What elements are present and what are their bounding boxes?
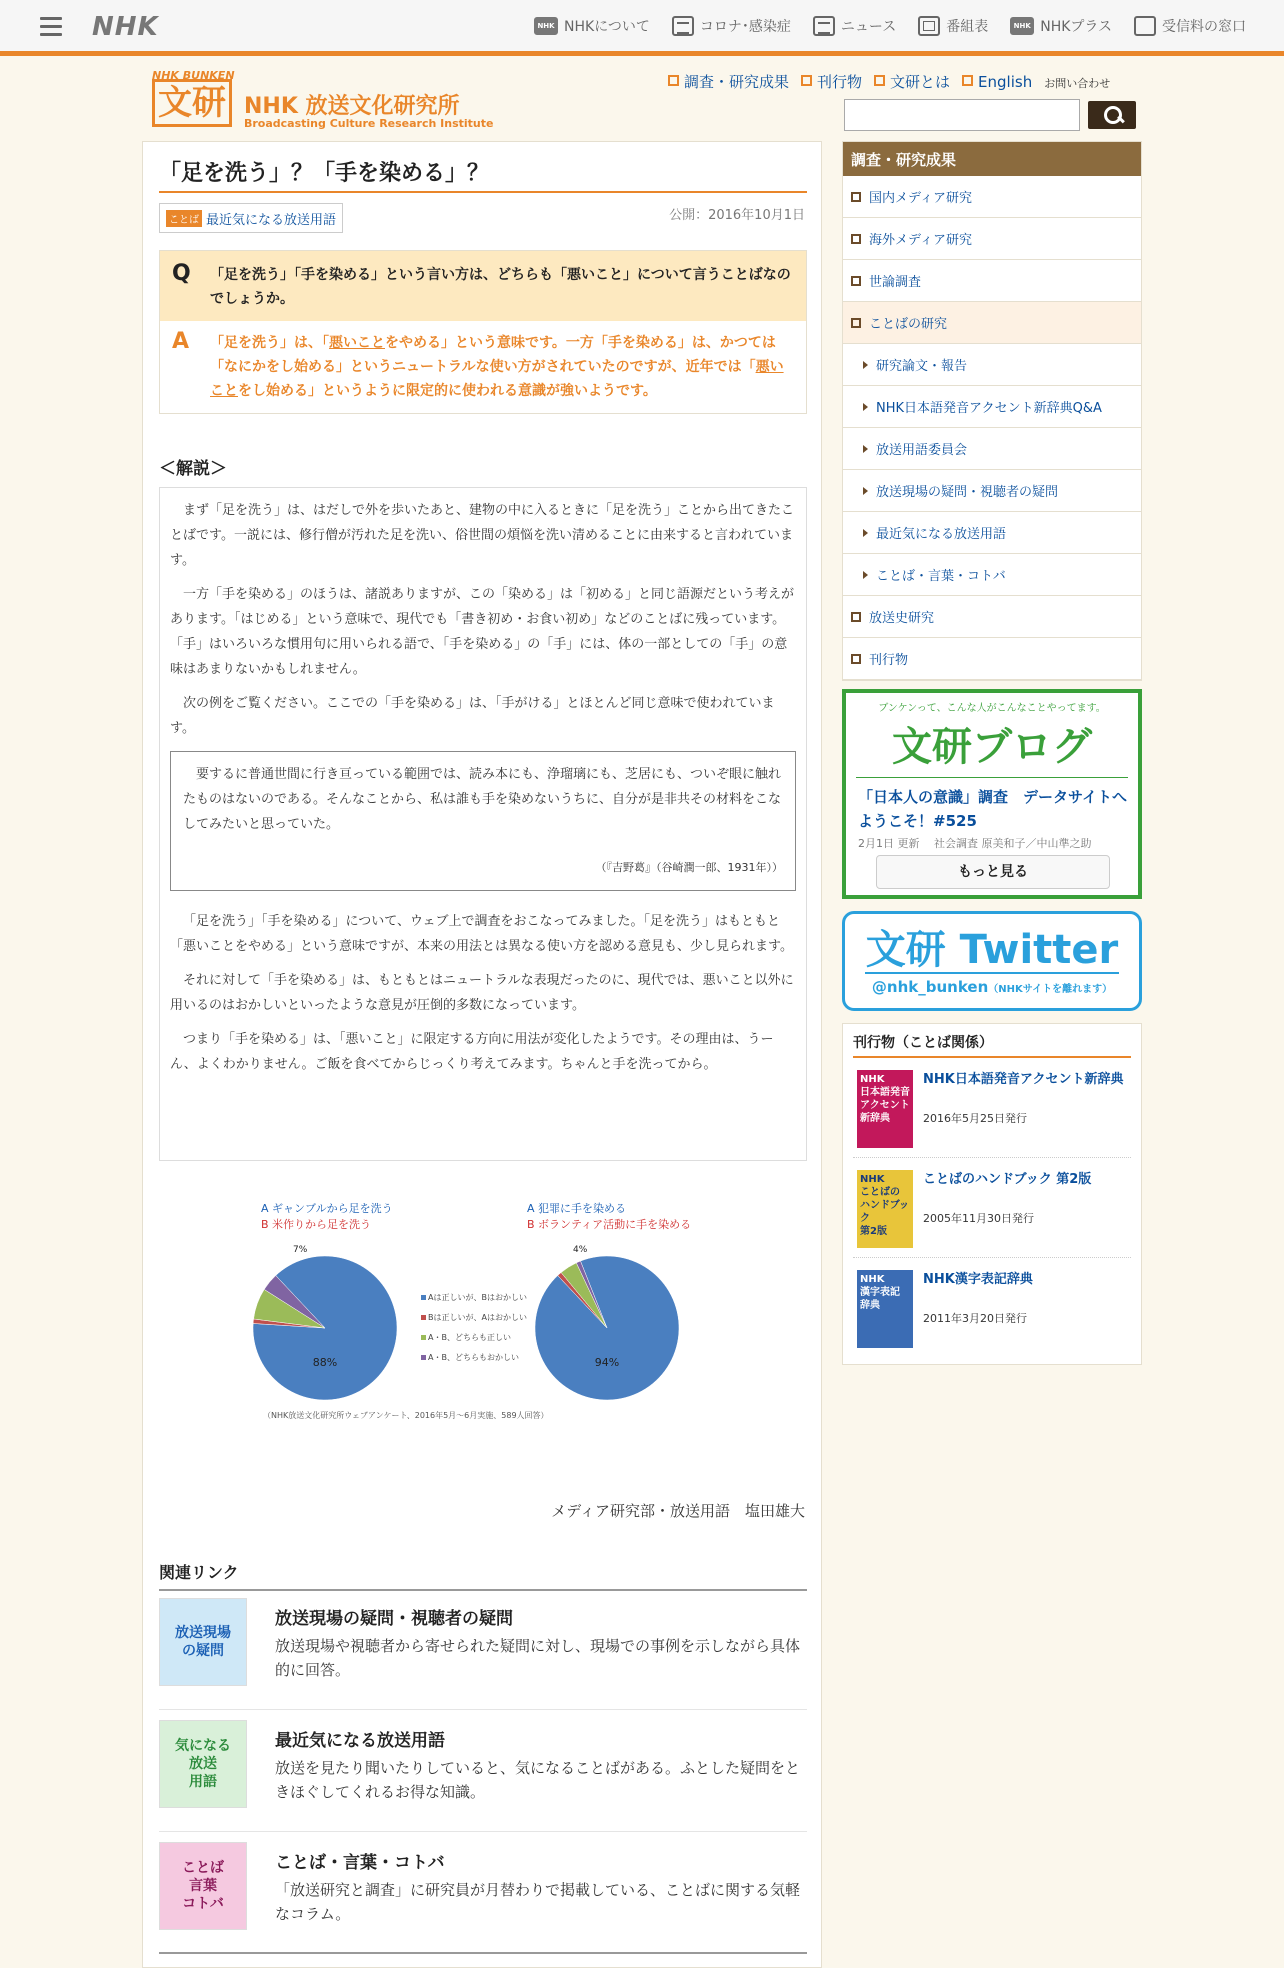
publications-heading: 刊行物（ことば関係） bbox=[853, 1032, 1131, 1058]
sidebar-item[interactable]: 研究論文・報告 bbox=[843, 344, 1141, 386]
related-thumb: 放送現場 の疑問 bbox=[159, 1598, 247, 1686]
answer-part: をし始める」というように限定的に使われる意識が強いようです。 bbox=[238, 383, 657, 399]
legend-swatch bbox=[421, 1315, 426, 1320]
nav-english[interactable]: English bbox=[962, 73, 1032, 91]
legend-label: A・B、どちらも正しい bbox=[428, 1333, 511, 1342]
related-heading: 関連リンク bbox=[159, 1560, 807, 1591]
publication-date: 2005年11月30日発行 bbox=[923, 1212, 1034, 1225]
publication-title[interactable]: NHK漢字表記辞典 bbox=[923, 1272, 1033, 1287]
logo-bunken-text: NHK BUNKEN bbox=[152, 69, 235, 82]
top-nav-about[interactable] bbox=[534, 16, 650, 36]
top-nav-news[interactable] bbox=[813, 16, 896, 36]
twitter-handle bbox=[845, 978, 1139, 996]
top-nav-corona[interactable] bbox=[672, 16, 791, 36]
legend-label: Bは正しいが、Aはおかしい bbox=[428, 1313, 527, 1322]
pie-label: 4% bbox=[573, 1245, 588, 1255]
twitter-divider bbox=[865, 972, 1119, 974]
chart2-item-b: B ボランティア活動に手を染める bbox=[527, 1218, 692, 1231]
virus-doc-icon bbox=[672, 16, 694, 36]
top-nav-label: 番組表 bbox=[946, 19, 989, 35]
publication-title[interactable]: ことばのハンドブック 第2版 bbox=[923, 1172, 1092, 1187]
paragraph: 一方「手を染める」のほうは、諸説ありますが、この「染める」は「初める」と同じ語源だという考えがあります。「はじめる」という意味で、現代でも「書き初め・お食い初め」などのことばに残っています。「手」はいろいろな慣用句に用いられる語で、「手を染める」の「手」には、体の一部としての「手」の意味はあまりないかもしれません。 bbox=[170, 587, 795, 677]
twitter-handle-text: @nhk_bunken bbox=[871, 978, 989, 996]
top-nav-label: NHKプラス bbox=[1040, 19, 1112, 35]
nhk-logo[interactable]: NHK bbox=[92, 12, 159, 42]
legend-label: Aは正しいが、Bはおかしい bbox=[428, 1293, 527, 1302]
answer-underline: 悪いこと bbox=[329, 335, 385, 351]
article-body bbox=[159, 487, 807, 1161]
related-desc: 放送現場や視聴者から寄せられた疑問に対し、現場での事例を示しながら具体的に回答。 bbox=[275, 1637, 801, 1679]
a-mark: A bbox=[172, 329, 190, 354]
search-input[interactable] bbox=[844, 99, 1080, 131]
main-content bbox=[142, 141, 822, 1968]
legend-swatch bbox=[421, 1355, 426, 1360]
related-thumb: 気になる 放送 用語 bbox=[159, 1720, 247, 1808]
publication-item[interactable] bbox=[853, 1058, 1131, 1158]
q-mark: Q bbox=[172, 261, 191, 286]
legend-swatch bbox=[421, 1335, 426, 1340]
blog-logo: 文研ブログ bbox=[892, 724, 1092, 770]
blog-more-button[interactable]: もっと見る bbox=[876, 855, 1110, 889]
sidebar-item[interactable]: 世論調査 bbox=[843, 260, 1141, 302]
publications-box bbox=[842, 1023, 1142, 1365]
nav-research[interactable]: 調査・研究成果 bbox=[668, 71, 789, 92]
top-nav-plus[interactable] bbox=[1010, 16, 1112, 36]
sidebar bbox=[842, 141, 1142, 1325]
publication-cover: NHK 漢字表記 辞典 bbox=[857, 1270, 913, 1348]
nhk-plus-icon: NHK bbox=[1010, 17, 1034, 35]
sidebar-item[interactable]: 放送現場の疑問・視聴者の疑問 bbox=[843, 470, 1141, 512]
quote-box bbox=[170, 751, 796, 891]
grid-icon bbox=[918, 16, 940, 36]
blog-post-title[interactable]: 「日本人の意識」調査 データサイトへようこそ！#525 bbox=[858, 788, 1127, 830]
blog-tagline: ブンケンって、こんな人がこんなことやってます。 bbox=[878, 703, 1106, 714]
pie-label: 94% bbox=[594, 1356, 620, 1369]
publication-item[interactable] bbox=[853, 1258, 1131, 1358]
logo-kanji: 文研 bbox=[152, 79, 232, 127]
related-title[interactable]: 放送現場の疑問・視聴者の疑問 bbox=[275, 1609, 513, 1629]
site-header bbox=[0, 61, 1284, 141]
top-nav-label: NHKについて bbox=[564, 19, 650, 35]
paragraph: それに対して「手を染める」は、もともとはニュートラルな表現だったのに、現代では、悪いこと以外に用いるのはおかしいといったような意見が圧倒的多数になっています。 bbox=[170, 973, 794, 1013]
pie-label: 88% bbox=[312, 1356, 338, 1369]
question-box bbox=[160, 251, 806, 321]
top-bar bbox=[0, 0, 1284, 56]
publication-cover: NHK ことばの ハンドブック 第2版 bbox=[857, 1170, 913, 1248]
blog-divider bbox=[856, 777, 1128, 778]
chart1-item-b: B 米作りから足を洗う bbox=[261, 1218, 372, 1231]
sidebar-heading: 調査・研究成果 bbox=[843, 142, 1141, 176]
search-icon[interactable] bbox=[1088, 101, 1136, 129]
top-nav-label: コロナ･感染症 bbox=[699, 19, 791, 35]
answer-part: 「足を洗う」は、「 bbox=[210, 335, 329, 351]
quote-text: 要するに普通世間に行き亘っている範囲では、読み本にも、浄瑠璃にも、芝居にも、ついぞ眼に触れたものはないのである。そんなことから、私は誰も手を染めないうちに、自分が是非共その材料をこなしてみたいと思っていた。 bbox=[183, 767, 782, 832]
chart2-item-a: A 犯罪に手を染める bbox=[527, 1202, 627, 1215]
sidebar-item[interactable]: 国内メディア研究 bbox=[843, 176, 1141, 218]
nav-contact[interactable]: お問い合わせ bbox=[1044, 77, 1111, 90]
sidebar-item[interactable]: ことばの研究 bbox=[843, 302, 1141, 344]
publication-date: 2016年5月25日発行 bbox=[923, 1112, 1027, 1125]
paragraph: まず「足を洗う」は、はだしで外を歩いたあと、建物の中に入るときに「足を洗う」ことから出てきたことばです。一説には、修行僧が汚れた足を洗い、俗世間の煩悩を洗い清めることに由来すると言われています。 bbox=[170, 503, 795, 568]
related-desc: 放送を見たり聞いたりしていると、気になることばがある。ふとした疑問をときほぐしてくれるお得な知識。 bbox=[275, 1759, 801, 1801]
paragraph: 「足を洗う」「手を染める」について、ウェブ上で調査をおこなってみました。「足を洗う」はもともと「悪いことをやめる」という意味ですが、本来の用法とは異なる使い方を認める意見も、少し見られます。 bbox=[170, 914, 793, 954]
publish-date: 公開：2016年10月1日 bbox=[669, 208, 805, 223]
publication-date: 2011年3月20日発行 bbox=[923, 1312, 1027, 1325]
header-nav bbox=[668, 71, 1110, 92]
sidebar-item[interactable]: 最近気になる放送用語 bbox=[843, 512, 1141, 554]
blog-banner[interactable] bbox=[842, 689, 1142, 899]
logo-name: NHK 放送文化研究所 bbox=[244, 94, 460, 119]
top-nav-label: 受信料の窓口 bbox=[1162, 19, 1246, 35]
nhk-box-icon: NHK bbox=[534, 17, 558, 35]
related-title[interactable]: ことば・言葉・コトバ bbox=[275, 1853, 445, 1873]
related-thumb: ことば 言葉 コトバ bbox=[159, 1842, 247, 1930]
sidebar-item[interactable]: ことば・言葉・コトバ bbox=[843, 554, 1141, 596]
news-icon bbox=[813, 16, 835, 36]
quote-source: （『吉野葛』（谷崎潤一郎、1931年）） bbox=[595, 861, 783, 874]
page-title: 「足を洗う」？「手を染める」？ bbox=[159, 156, 807, 193]
logo-en: Broadcasting Culture Research Institute bbox=[244, 117, 494, 130]
answer-part: をやめる」という意味です。一方「手を染める」は、かつては「なにかをし始める」というニュートラルな使い方がされていたのですが、近年では「 bbox=[210, 335, 776, 375]
legend-label: A・B、どちらもおかしい bbox=[428, 1353, 519, 1362]
sidebar-menu bbox=[842, 141, 1142, 681]
related-item[interactable] bbox=[159, 1590, 807, 1710]
sidebar-item[interactable]: 放送史研究 bbox=[843, 596, 1141, 638]
pie-label: 7% bbox=[293, 1245, 308, 1255]
legend-swatch bbox=[421, 1295, 426, 1300]
paragraph: 次の例をご覧ください。ここでの「手を染める」は、「手がける」とほとんど同じ意味で使われています。 bbox=[170, 696, 775, 736]
answer-box bbox=[160, 321, 806, 413]
nav-about[interactable]: 文研とは bbox=[874, 71, 950, 92]
twitter-note: （NHKサイトを離れます） bbox=[988, 984, 1113, 995]
nav-publications[interactable]: 刊行物 bbox=[801, 71, 862, 92]
menu-icon[interactable] bbox=[40, 17, 62, 37]
answer-underline: 悪いこと bbox=[210, 359, 784, 399]
related-item[interactable] bbox=[159, 1712, 807, 1832]
sidebar-item[interactable]: 刊行物 bbox=[843, 638, 1141, 680]
sidebar-item[interactable]: 海外メディア研究 bbox=[843, 218, 1141, 260]
category-tag[interactable] bbox=[159, 203, 343, 233]
twitter-banner[interactable] bbox=[842, 911, 1142, 1011]
top-nav-fee[interactable] bbox=[1134, 16, 1246, 36]
top-nav bbox=[534, 16, 1246, 36]
sidebar-item[interactable]: NHK日本語発音アクセント新辞典Q&A bbox=[843, 386, 1141, 428]
survey-chart bbox=[159, 1182, 807, 1442]
answer-text bbox=[210, 335, 784, 399]
related-title[interactable]: 最近気になる放送用語 bbox=[275, 1731, 445, 1751]
publication-cover: NHK 日本語発音 アクセント 新辞典 bbox=[857, 1070, 913, 1148]
author: メディア研究部・放送用語 塩田雄大 bbox=[551, 1502, 805, 1520]
category-badge: ことば bbox=[166, 210, 202, 227]
qa-box bbox=[159, 250, 807, 414]
top-nav-schedule[interactable] bbox=[918, 16, 988, 36]
explanation-heading: ＜解説＞ bbox=[159, 459, 227, 479]
top-nav-label: ニュース bbox=[840, 19, 897, 35]
twitter-logo: 文研 Twitter bbox=[865, 927, 1119, 973]
blog-post-meta: 2月1日 更新 社会調査 原美和子／中山準之助 bbox=[858, 837, 1092, 850]
bunken-logo[interactable] bbox=[152, 69, 492, 139]
related-item[interactable] bbox=[159, 1834, 807, 1954]
chart-note: （NHK放送文化研究所ウェブアンケート、2016年5月～6月実施、589人回答） bbox=[263, 1411, 549, 1420]
window-icon bbox=[1134, 16, 1156, 36]
paragraph: つまり「手を染める」は、「悪いこと」に限定する方向に用法が変化したようです。その理由は、うーん、よくわかりません。ご飯を食べてからじっくり考えてみます。ちゃんと手を洗ってから。 bbox=[170, 1032, 774, 1072]
question-text: 「足を洗う」「手を染める」という言い方は、どちらも「悪いこと」について言うことばなのでしょうか。 bbox=[210, 267, 791, 307]
related-desc: 「放送研究と調査」に研究員が月替わりで掲載している、ことばに関する気軽なコラム。 bbox=[275, 1881, 801, 1923]
publication-item[interactable] bbox=[853, 1158, 1131, 1258]
sidebar-item[interactable]: 放送用語委員会 bbox=[843, 428, 1141, 470]
category-link[interactable]: 最近気になる放送用語 bbox=[206, 212, 337, 228]
publication-title[interactable]: NHK日本語発音アクセント新辞典 bbox=[923, 1072, 1124, 1087]
chart1-item-a: A ギャンブルから足を洗う bbox=[261, 1202, 393, 1215]
